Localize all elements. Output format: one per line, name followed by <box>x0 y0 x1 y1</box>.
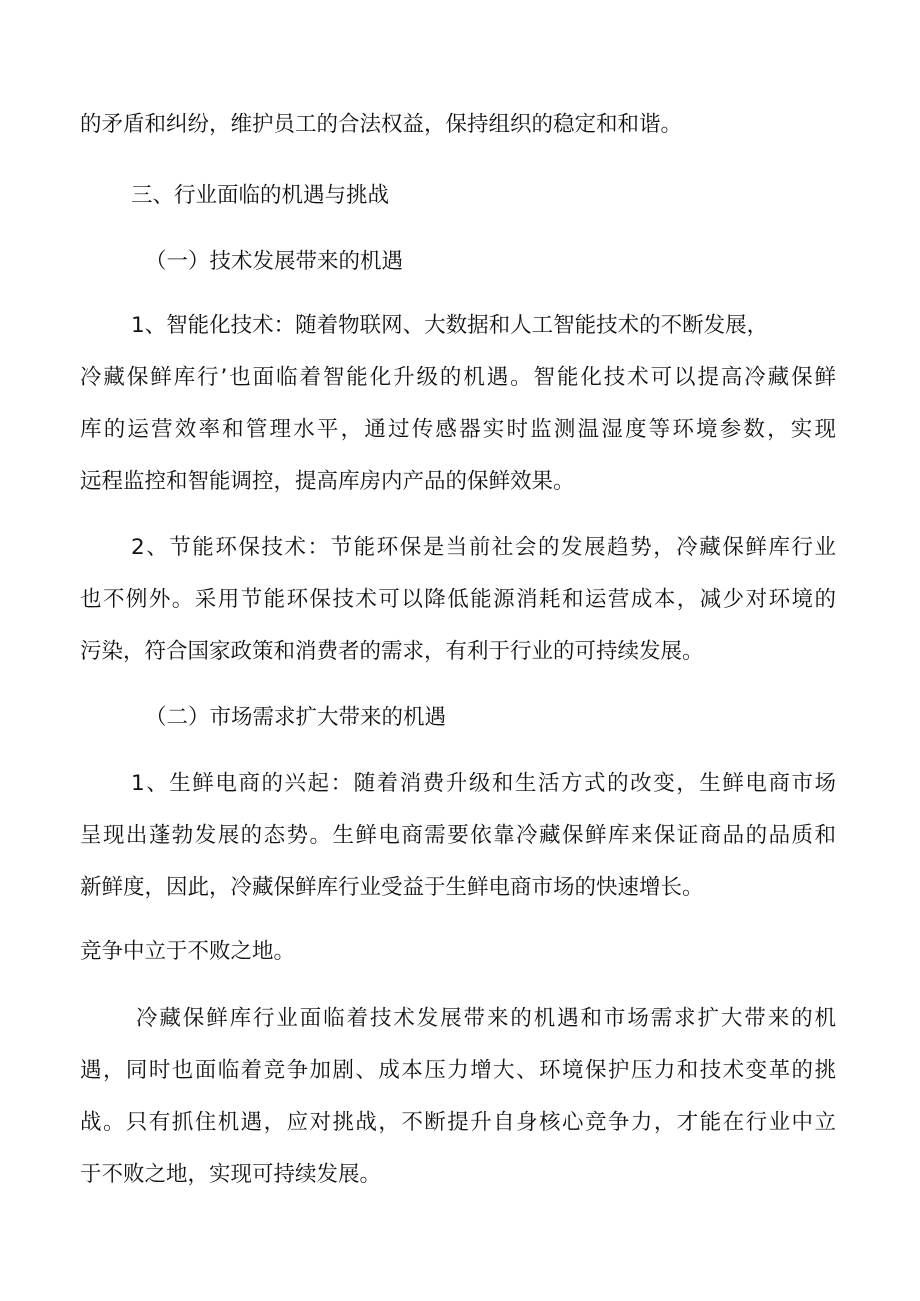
summary-paragraph <box>80 1004 836 1160</box>
body-line: 也不例外。采用节能环保技术可以降低能源消耗和运营成本，减少对环境的 <box>80 587 836 612</box>
body-line-last: 于不败之地，实现可持续发展。 <box>80 1162 382 1187</box>
paragraph-continuation-line: 的矛盾和纠纷，维护员工的合法权益，保持组织的稳定和和谐。 <box>80 112 683 137</box>
body-line: 冷藏保鲜库行’也面临着智能化升级的机遇。智能化技术可以提高冷藏保鲜 <box>80 365 836 390</box>
item-fresh-ecommerce-line-1: 1、生鲜电商的兴起：随着消费升级和生活方式的改变，生鲜电商市场 <box>131 771 836 796</box>
subsection-heading-2: （二）市场需求扩大带来的机遇 <box>145 705 447 730</box>
item-energy-saving-body <box>80 533 836 637</box>
fragment-line: 竞争中立于不败之地。 <box>80 939 296 964</box>
subsection-heading-1: （一）技术发展带来的机遇 <box>145 249 404 274</box>
summary-line-1: 冷藏保鲜库行业面临着技术发展带来的机遇和市场需求扩大带来的机 <box>136 1006 836 1031</box>
section-heading-3: 三、行业面临的机遇与挑战 <box>131 183 390 208</box>
body-line: 呈现出蓬勃发展的态势。生鲜电商需要依靠冷藏保鲜库来保证商品的品质和 <box>80 823 836 848</box>
body-line: 库的运营效率和管理水平，通过传感器实时监测温湿度等环境参数，实现 <box>80 417 836 442</box>
item-energy-saving-line-1: 2、节能环保技术：节能环保是当前社会的发展趋势，冷藏保鲜库行业 <box>131 535 836 560</box>
item-fresh-ecommerce-body <box>80 769 836 873</box>
body-line: 战。只有抓住机遇，应对挑战，不断提升自身核心竞争力，才能在行业中立 <box>80 1110 836 1135</box>
body-line-last: 新鲜度，因此，冷藏保鲜库行业受益于生鲜电商市场的快速增长。 <box>80 875 704 900</box>
body-line: 遇，同时也面临着竞争加剧、成本压力增大、环境保护压力和技术变革的挑 <box>80 1058 836 1083</box>
item-intelligent-tech-line-1: 1、智能化技术：随着物联网、大数据和人工智能技术的不断发展， <box>131 313 769 338</box>
body-line-last: 远程监控和智能调控，提高库房内产品的保鲜效果。 <box>80 469 575 494</box>
body-line-last: 污染，符合国家政策和消费者的需求，有利于行业的可持续发展。 <box>80 639 704 664</box>
item-intelligent-tech-body <box>80 363 836 467</box>
